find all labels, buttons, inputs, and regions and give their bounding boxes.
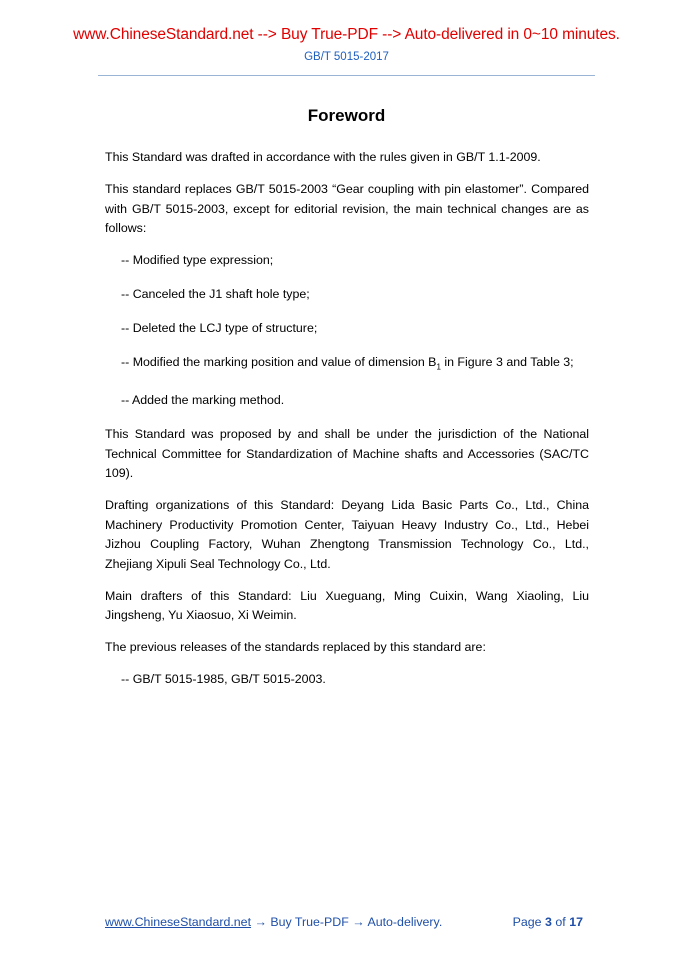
page-indicator	[513, 915, 583, 929]
list-item: -- Modified type expression;	[121, 253, 274, 267]
list-item: -- Added the marking method.	[121, 393, 285, 408]
promo-banner[interactable]: www.ChineseStandard.net --> Buy True-PDF --> Auto-delivered in 0~10 minutes.	[73, 26, 620, 43]
arrow-right-icon: →	[352, 915, 365, 929]
paragraph: This Standard was proposed by and shall be under the jurisdiction of the National Technical Committee for Standardization of Machine shafts and Accessories (SAC/TC 109).	[105, 427, 589, 481]
paragraph: The previous releases of the standards replaced by this standard are:	[105, 640, 486, 655]
buy-pdf-link[interactable]: Buy True-PDF	[270, 915, 349, 929]
list-item: -- GB/T 5015-1985, GB/T 5015-2003.	[121, 672, 326, 687]
of-label: of	[555, 915, 566, 929]
header-divider	[98, 75, 595, 76]
list-item: -- Canceled the J1 shaft hole type;	[121, 287, 310, 301]
paragraph: Main drafters of this Standard: Liu Xueguang, Ming Cuixin, Wang Xiaoling, Liu Jingsheng, Yu Xiaosuo, Xi Weimin.	[105, 588, 589, 623]
list-item: -- Deleted the LCJ type of structure;	[121, 321, 318, 335]
page-current: 3	[545, 915, 552, 929]
document-code: GB/T 5015-2017	[304, 51, 389, 63]
page-label: Page	[512, 915, 542, 929]
list-item-text: in Figure 3 and Table 3;	[440, 355, 574, 369]
list-item	[105, 353, 589, 377]
list-item-text: -- Modified the marking position and value of dimension B	[121, 355, 437, 369]
page-title: Foreword	[307, 106, 386, 125]
arrow-right-icon: →	[254, 915, 267, 929]
paragraph: Drafting organizations of this Standard: Deyang Lida Basic Parts Co., Ltd., China Machinery Productivity Promotion Center, Taiyuan Heavy Industry Co., Ltd., Hebei Jizhou Coupling Factory, Wuhan Zhengtong Transmission Technology Co., Ltd., Zhejiang Xipuli Seal Technology Co., Ltd.	[105, 498, 589, 571]
page-footer	[105, 915, 583, 933]
subscript: 1	[436, 362, 441, 372]
site-link[interactable]: www.ChineseStandard.net	[105, 915, 252, 929]
auto-delivery-text: Auto-delivery.	[367, 915, 443, 929]
page-total: 17	[569, 915, 583, 929]
footer-links	[105, 915, 442, 929]
foreword-body	[105, 148, 589, 704]
paragraph: This Standard was drafted in accordance with the rules given in GB/T 1.1-2009.	[105, 150, 541, 164]
paragraph: This standard replaces GB/T 5015-2003 “Gear coupling with pin elastomer”. Compared with GB/T 5015-2003, except for editorial revision, the main technical changes are as follows:	[105, 182, 589, 235]
